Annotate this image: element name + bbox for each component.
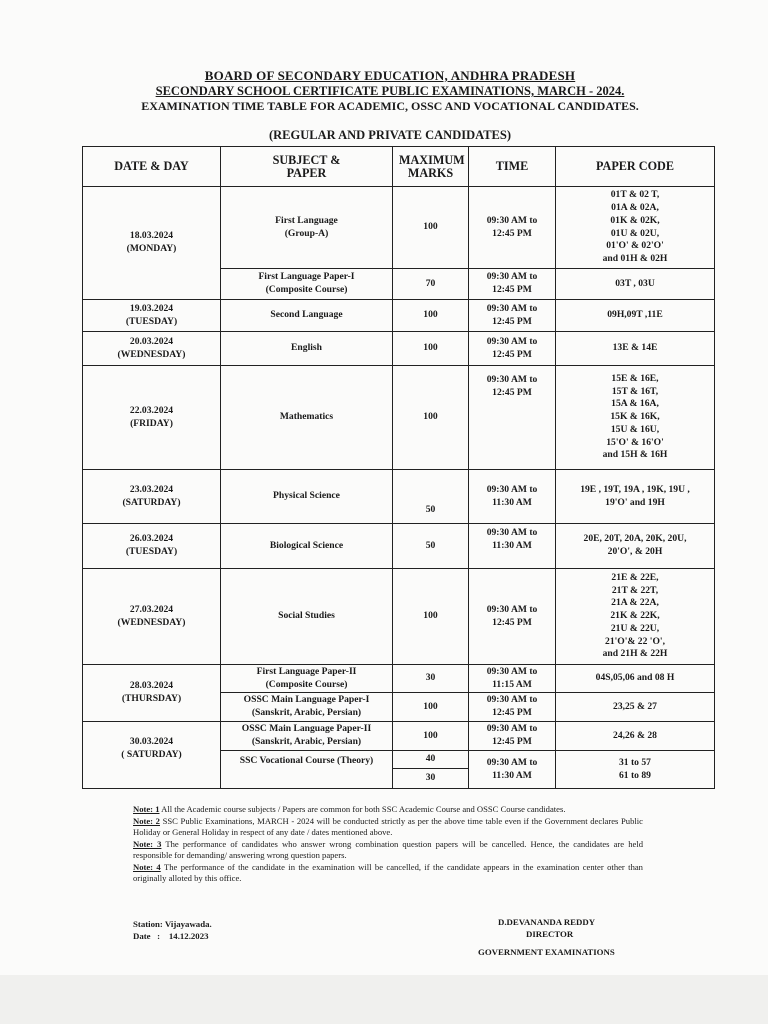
date-cell: 20.03.2024 (WEDNESDAY) — [83, 332, 221, 366]
signatory-name: D.DEVANANDA REDDY — [498, 917, 596, 927]
time-cell: 09:30 AM to 12:45 PM — [469, 332, 556, 366]
marks-cell: 100 — [393, 722, 469, 751]
marks-cell: 100 — [393, 187, 469, 269]
note-text: SSC Public Examinations, MARCH - 2024 will be conducted strictly as per the above time table even if the Government declares Public Holiday or General Holiday in respect of any date / dates mentioned above. — [133, 815, 643, 837]
time-cell: 09:30 AM to 11:30 AM — [469, 524, 556, 569]
signatory-designation: DIRECTOR — [526, 929, 574, 939]
column-header-marks: MAXIMUM MARKS — [393, 147, 469, 187]
note-text: The performance of candidates who answer wrong combination question papers will be cancelled. Hence, the candidates are held responsible for demanding/ answering wrong question papers. — [133, 838, 643, 860]
marks-cell: 100 — [393, 693, 469, 722]
marks-cell: 70 — [393, 269, 469, 300]
subject-cell: First Language Paper-I (Composite Course) — [221, 269, 393, 300]
paper-code-cell: 24,26 & 28 — [556, 722, 715, 751]
marks-cell: 40 — [393, 751, 469, 769]
marks-cell: 100 — [393, 366, 469, 470]
time-cell: 09:30 AM to 12:45 PM — [469, 269, 556, 300]
note-text: The performance of the candidate in the examination will be cancelled, if the candidate appears in the examination center other than originally alloted by this office. — [133, 861, 643, 883]
note-label: Note: 2 — [133, 815, 160, 826]
exam-timetable — [82, 146, 715, 789]
subject-cell: First Language Paper-II (Composite Course) — [221, 665, 393, 693]
paper-code-cell: 13E & 14E — [556, 332, 715, 366]
note-item — [133, 816, 643, 839]
time-cell: 09:30 AM to 12:45 PM — [469, 569, 556, 665]
time-cell: 09:30 AM to 11:15 AM — [469, 665, 556, 693]
marks-cell: 100 — [393, 332, 469, 366]
table-row — [83, 524, 715, 569]
paper-code-cell: 04S,05,06 and 08 H — [556, 665, 715, 693]
table-row — [83, 366, 715, 470]
time-cell: 09:30 AM to 12:45 PM — [469, 366, 556, 470]
column-header-paper-code: PAPER CODE — [556, 147, 715, 187]
date-cell: 28.03.2024 (THURSDAY) — [83, 665, 221, 722]
note-item — [133, 804, 643, 816]
department-name: GOVERNMENT EXAMINATIONS — [478, 947, 615, 957]
paper-code-cell: 31 to 57 61 to 89 — [556, 751, 715, 789]
subject-cell: Social Studies — [221, 569, 393, 665]
time-cell: 09:30 AM to 12:45 PM — [469, 300, 556, 332]
time-cell: 09:30 AM to 11:30 AM — [469, 470, 556, 524]
exam-title: SECONDARY SCHOOL CERTIFICATE PUBLIC EXAMINATIONS, MARCH - 2024. — [155, 84, 625, 98]
timetable-title: EXAMINATION TIME TABLE FOR ACADEMIC, OSSC AND VOCATIONAL CANDIDATES. — [141, 99, 639, 113]
paper-code-cell: 19E , 19T, 19A , 19K, 19U , 19'O' and 19H — [556, 470, 715, 524]
board-title: BOARD OF SECONDARY EDUCATION, ANDHRA PRADESH — [204, 68, 576, 83]
marks-cell: 100 — [393, 300, 469, 332]
signature-block — [470, 916, 650, 958]
note-label: Note: 3 — [133, 838, 162, 849]
subject-cell: SSC Vocational Course (Theory) — [221, 751, 393, 789]
table-row — [83, 300, 715, 332]
issue-date-text: Date : 14.12.2023 — [133, 931, 209, 941]
paper-code-cell: 20E, 20T, 20A, 20K, 20U, 20'O', & 20H — [556, 524, 715, 569]
column-header-subject: SUBJECT & PAPER — [221, 147, 393, 187]
date-cell: 26.03.2024 (TUESDAY) — [83, 524, 221, 569]
station-text: Station: Vijayawada. — [133, 919, 212, 929]
note-item — [133, 839, 643, 862]
date-cell: 30.03.2024 ( SATURDAY) — [83, 722, 221, 789]
subject-cell: OSSC Main Language Paper-II (Sanskrit, Arabic, Persian) — [221, 722, 393, 751]
issue-details — [133, 918, 212, 942]
subject-cell: Physical Science — [221, 470, 393, 524]
column-header-time: TIME — [469, 147, 556, 187]
date-cell: 27.03.2024 (WEDNESDAY) — [83, 569, 221, 665]
date-cell: 22.03.2024 (FRIDAY) — [83, 366, 221, 470]
notes-section — [133, 804, 643, 885]
page-bottom-margin — [0, 975, 768, 1024]
paper-code-cell: 21E & 22E, 21T & 22T, 21A & 22A, 21K & 22K, 21U & 22U, 21'O'& 22 'O', and 21H & 22H — [556, 569, 715, 665]
paper-code-cell: 09H,09T ,11E — [556, 300, 715, 332]
table-row — [83, 569, 715, 665]
marks-cell: 50 — [393, 524, 469, 569]
date-cell: 19.03.2024 (TUESDAY) — [83, 300, 221, 332]
note-label: Note: 1 — [133, 804, 160, 814]
marks-cell: 30 — [393, 665, 469, 693]
table-row — [83, 187, 715, 269]
subject-cell: English — [221, 332, 393, 366]
note-text: All the Academic course subjects / Papers are common for both SSC Academic Course and OSSC Course candidates. — [159, 804, 566, 814]
subject-cell: OSSC Main Language Paper-I (Sanskrit, Arabic, Persian) — [221, 693, 393, 722]
candidates-subtitle: (REGULAR AND PRIVATE CANDIDATES) — [268, 128, 512, 142]
table-header-row — [83, 147, 715, 187]
marks-cell: 100 — [393, 569, 469, 665]
paper-code-cell: 01T & 02 T, 01A & 02A, 01K & 02K, 01U & 02U, 01'O' & 02'O' and 01H & 02H — [556, 187, 715, 269]
subject-cell: Biological Science — [221, 524, 393, 569]
marks-cell: 50 — [393, 470, 469, 524]
marks-cell: 30 — [393, 769, 469, 789]
paper-code-cell: 03T , 03U — [556, 269, 715, 300]
time-cell: 09:30 AM to 12:45 PM — [469, 693, 556, 722]
column-header-date: DATE & DAY — [83, 147, 221, 187]
table-row — [83, 332, 715, 366]
subject-cell: First Language (Group-A) — [221, 187, 393, 269]
date-cell: 23.03.2024 (SATURDAY) — [83, 470, 221, 524]
time-cell: 09:30 AM to 11:30 AM — [469, 751, 556, 789]
table-row — [83, 665, 715, 693]
date-cell: 18.03.2024 (MONDAY) — [83, 187, 221, 300]
table-row — [83, 722, 715, 751]
subject-cell: Second Language — [221, 300, 393, 332]
subject-cell: Mathematics — [221, 366, 393, 470]
paper-code-cell: 15E & 16E, 15T & 16T, 15A & 16A, 15K & 16K, 15U & 16U, 15'O' & 16'O' and 15H & 16H — [556, 366, 715, 470]
note-label: Note: 4 — [133, 861, 161, 872]
time-cell: 09:30 AM to 12:45 PM — [469, 187, 556, 269]
paper-code-cell: 23,25 & 27 — [556, 693, 715, 722]
time-cell: 09:30 AM to 12:45 PM — [469, 722, 556, 751]
note-item — [133, 862, 643, 885]
table-row — [83, 470, 715, 524]
